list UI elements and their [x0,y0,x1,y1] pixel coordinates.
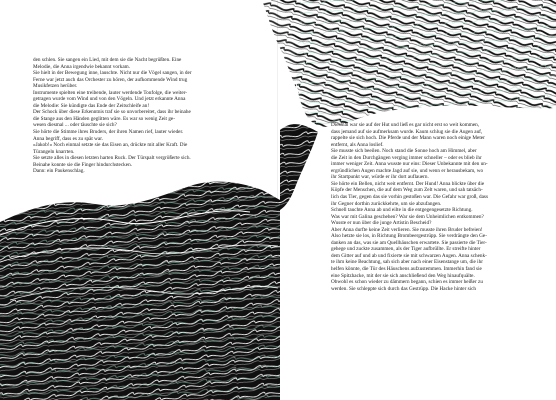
text-line: getragen wurde vom Wind und von den Vögeln. Und jetzt erkannte Anna [33,96,186,103]
text-line: Schnell tauchte Anna ab und eilte in die entgegengesetzte Richtung. [331,207,473,214]
text-line: Dann: ein Paukenschlag. [33,168,85,175]
text-line: danken an das, was sie am Quellhäuschen erwartete. Sie passierte die Tier- [331,239,487,246]
text-line: eine Spitzhacke, mit der sie sich anschließend den Weg hinaufquälte. [331,272,475,279]
text-line: lich das Tier, gegen das sie vorhin gestoßen war. Die Gefahr war groß, dass [331,194,488,201]
gutter [277,0,278,400]
text-line: rappelte sie sich hoch. Die Pferde und der Mann waren noch einige Meter [331,135,485,142]
left-page-text [33,57,263,175]
text-line: Der Schock über diese Erkenntnis traf sie so unvorbereitet, dass ihr beinahe [33,109,191,116]
text-line: Obwohl es schon wieder zu dämmern begann, schien es immer heißer zu [331,279,483,286]
text-line: dem Gitter auf und ab und fixierte sie mit schwarzen Augen. Anna schenk- [331,252,487,259]
text-line: Also hetzte sie los, in Richtung Brombeergestrüpp. Sie verdrängte den Ge- [331,233,487,240]
text-line: Ferne war jetzt auch das Orchester zu hören, der aufkommende Wind trug [33,76,188,83]
text-line: Sie hielt in der Bewegung inne, lauschte. Nicht nur die Vögel sangen, in der [33,70,192,77]
text-line: die Melodie: Sie kündigte das Ende der Zeitschleife an! [33,102,150,109]
text-line: Türangeln knarrten. [33,148,75,155]
text-line: werden. Sie schleppte sich durch das Gestrüpp. Die Hacke hinter sich [331,285,477,292]
text-line: Was war mit Galina geschehen? War sie dem Unheimlichen entkommen? [331,213,484,220]
text-line: Melodie, die Anna irgendwie bekannt vorkam. [33,63,130,70]
text-line: die Stange aus den Händen geglitten wäre. Es war so wenig Zeit ge- [33,115,175,122]
text-line: Sie hörte ein Bellen, nicht weit entfernt. Der Hund! Anna blickte über die [331,180,485,187]
text-line: ihr Gegner dorthin zurückkehrte, um sie abzufangen. [331,200,442,207]
text-line: dass jemand auf sie aufmerksam wurde. Kaum schlug sie die Augen auf, [331,128,483,135]
text-line: te ihm keine Beachtung, sah sich aber nach einer Eisenstange um, die ihr [331,259,483,266]
text-line: Anna begriff, dass es zu spät war. [33,135,103,142]
text-line: Instrumente spielten eine treibende, lauter werdende Tonfolge, die weiter- [33,89,188,96]
text-line: immer weniger Zeit. Anna wusste nur eins: Dieser Unbekannte mit den un- [331,161,488,168]
text-line: gehege und zuckte zusammen, als der Tiger aufbrüllte. Er streifte hinter [331,246,481,253]
text-line: Sie musste sich beeilen. Noch stand die Sonne hoch am Himmel, aber [331,148,477,155]
text-line: ihr Startpunkt war, würde er ihr dort auflauern. [331,174,429,181]
text-line: Aber Anna durfte keine Zeit verlieren. Sie musste ihren Bruder befreien! [331,226,483,233]
text-line: Sie hörte die Stimme ihres Bruders, der ihren Namen rief, lauter wieder. [33,129,184,136]
text-line: Sie setzte alles in diesen letzten harten Ruck. Der Türspalt vergrößerte sich. [33,155,191,162]
text-line: ergründlichen Augen machte Jagd auf sie, und wenn er herausbekam, wo [331,167,484,174]
text-line: Beinahe konnte sie die Finger hindurchstecken. [33,161,132,168]
text-line: helfen könnte, die Tür des Häuschens aufzustemmen. Immerhin fand sie [331,266,482,273]
text-line: Musikfetzen herüber. [33,83,78,90]
text-line: wesen diesmal ... oder täuschte sie sich? [33,122,117,129]
text-line: Diesmal war sie auf der Hut und ließ es gar nicht erst so weit kommen, [331,122,480,128]
text-line: »Jakob!« Noch einmal setzte sie das Eisen an, drückte mit aller Kraft. Die [33,142,188,149]
text-line: Wusste er nun über die junge Artistin Bescheid? [331,220,432,227]
text-line: die Zeit in den Durchgängen verging immer schneller – oder es blieb ihr [331,154,482,161]
right-page-text [331,122,531,292]
text-line: den schlen. Sie sangen ein Lied, mit dem sie die Nacht begrüßten. Eine [33,57,182,63]
text-line: Köpfe der Menschen, die auf dem Weg zum Zelt waren, und sah tatsäch- [331,187,483,194]
text-line: entfernt, als Anna loslief. [331,141,384,148]
